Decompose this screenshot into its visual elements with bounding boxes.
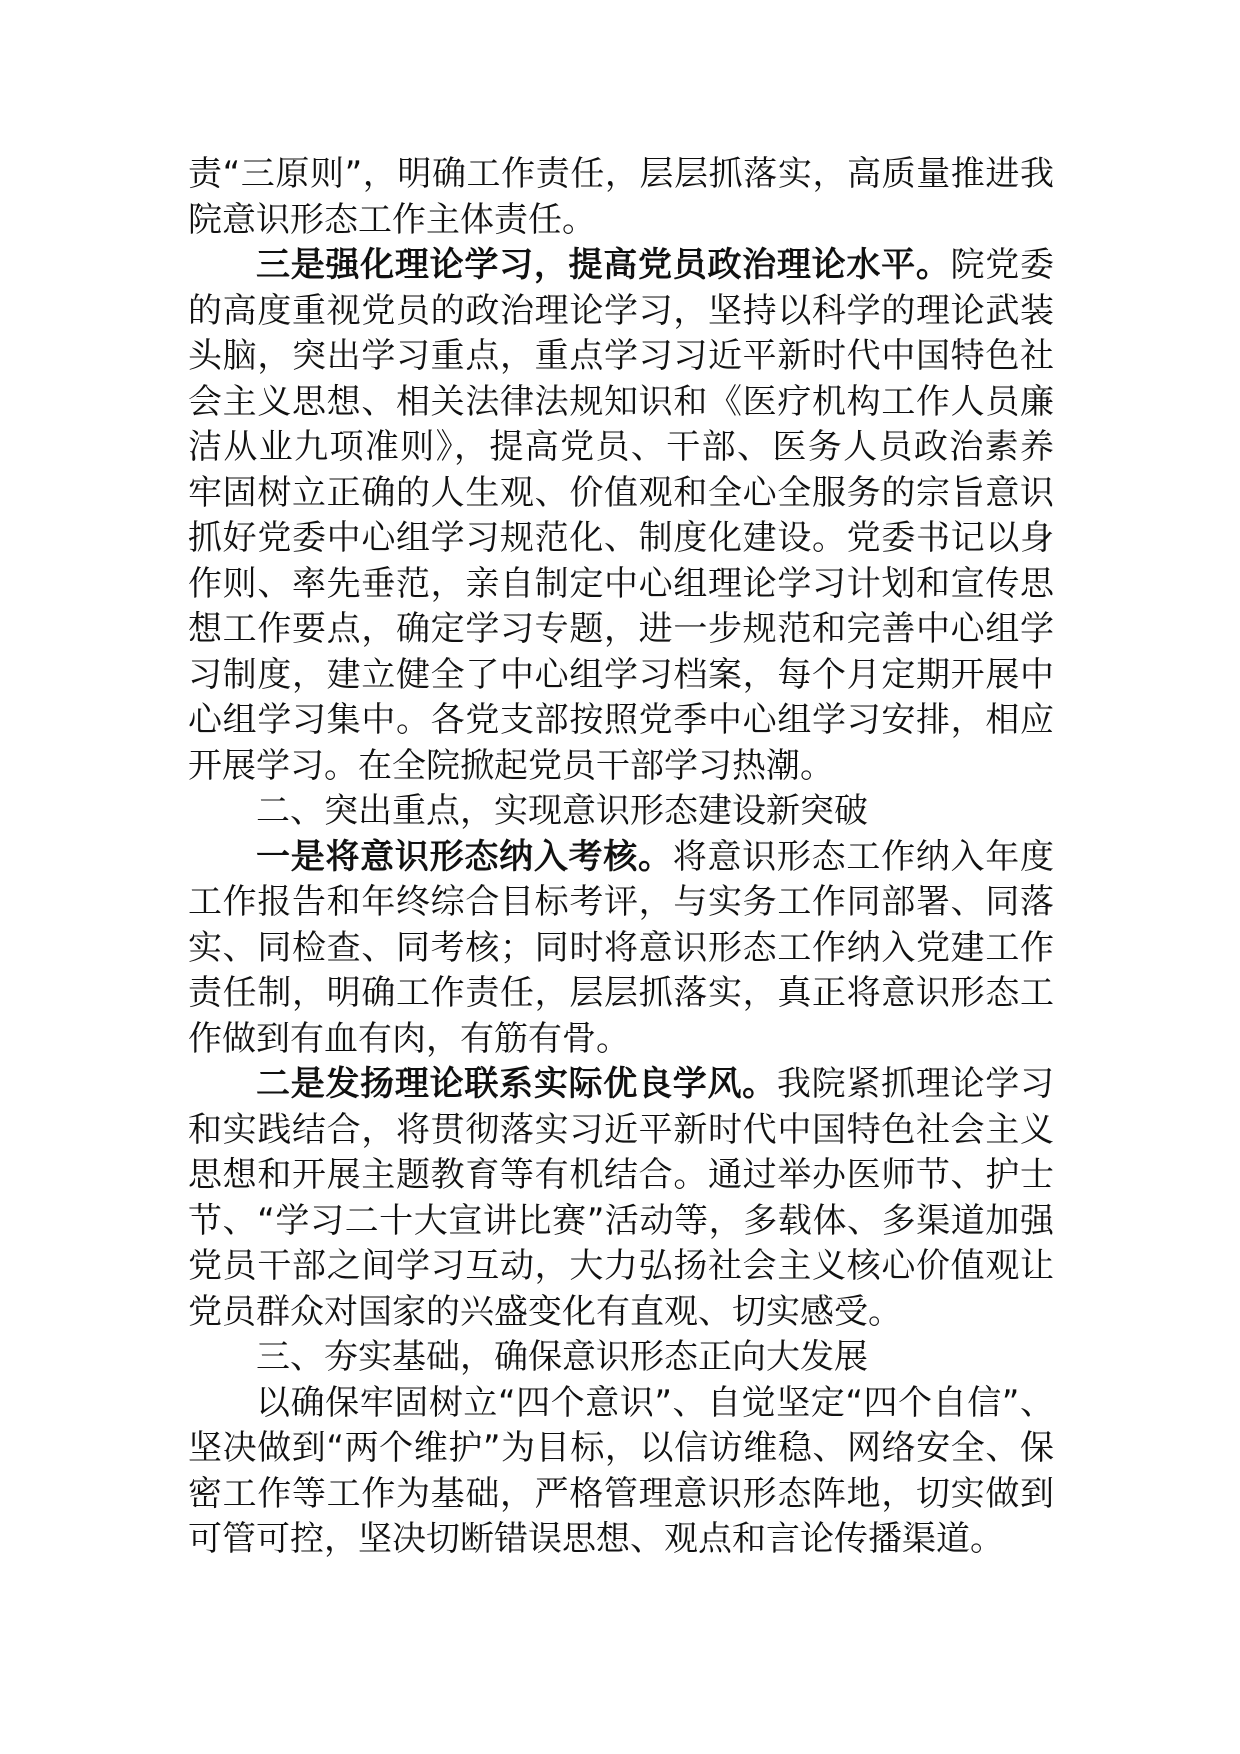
paragraph-body-theory-study: 院党委的高度重视党员的政治理论学习，坚持以科学的理论武装头脑，突出学习重点，重点学习习近平新时代中国特色社会主义思想、相关法律法规知识和《医疗机构工作人员廉洁从业九项准则》，提高党员、干部、医务人员政治素养牢固树立正确的人生观、价值观和全心全服务的宗旨意识抓好党委中心组学习规范化、制度化建设。党委书记以身作则、率先垂范，亲自制定中心组理论学习计划和宣传思想工作要点，确定学习专题，进一步规范和完善中心组学习制度，建立健全了中心组学习档案，每个月定期开展中心组学习集中。各党支部按照党季中心组学习安排，相应开展学习。在全院掀起党员干部学习热潮。	[188, 245, 1055, 786]
document-body	[188, 152, 1054, 1563]
paragraph-lead-assessment: 一是将意识形态纳入考核。	[256, 836, 673, 877]
paragraph-body-assessment: 将意识形态工作纳入年度工作报告和年终综合目标考评，与实务工作同部署、同落实、同检查、同考核；同时将意识形态工作纳入党建工作责任制，明确工作责任，层层抓落实，真正将意识形态工作做到有血有肉，有筋有骨。	[188, 836, 1055, 1059]
section-heading-2: 二、突出重点，实现意识形态建设新突破	[256, 791, 868, 831]
paragraph-body-study-style: 我院紧抓理论学习和实践结合，将贯彻落实习近平新时代中国特色社会主义思想和开展主题教育等有机结合。通过举办医师节、护士节、“学习二十大宣讲比赛”活动等，多载体、多渠道加强党员干部之间学习互动，大力弘扬社会主义核心价值观让党员群众对国家的兴盛变化有直观、切实感受。	[188, 1064, 1055, 1332]
paragraph-assessment	[188, 835, 1054, 1063]
section-heading-3: 三、夯实基础，确保意识形态正向大发展	[256, 1337, 868, 1377]
paragraph-study-style	[188, 1062, 1054, 1335]
paragraph-continuation: 责“三原则”，明确工作责任，层层抓落实，高质量推进我院意识形态工作主体责任。	[188, 154, 1054, 240]
paragraph-theory-study	[188, 243, 1054, 789]
paragraph-lead-study-style: 二是发扬理论联系实际优良学风。	[256, 1064, 777, 1104]
paragraph-foundation: 以确保牢固树立“四个意识”、自觉坚定“四个自信”、坚决做到“两个维护”为目标，以信访维稳、网络安全、保密工作等工作为基础，严格管理意识形态阵地，切实做到可管可控，坚决切断错误思想、观点和言论传播渠道。	[188, 1382, 1054, 1559]
paragraph-lead-theory-study: 三是强化理论学习，提高党员政治理论水平。	[256, 245, 951, 285]
